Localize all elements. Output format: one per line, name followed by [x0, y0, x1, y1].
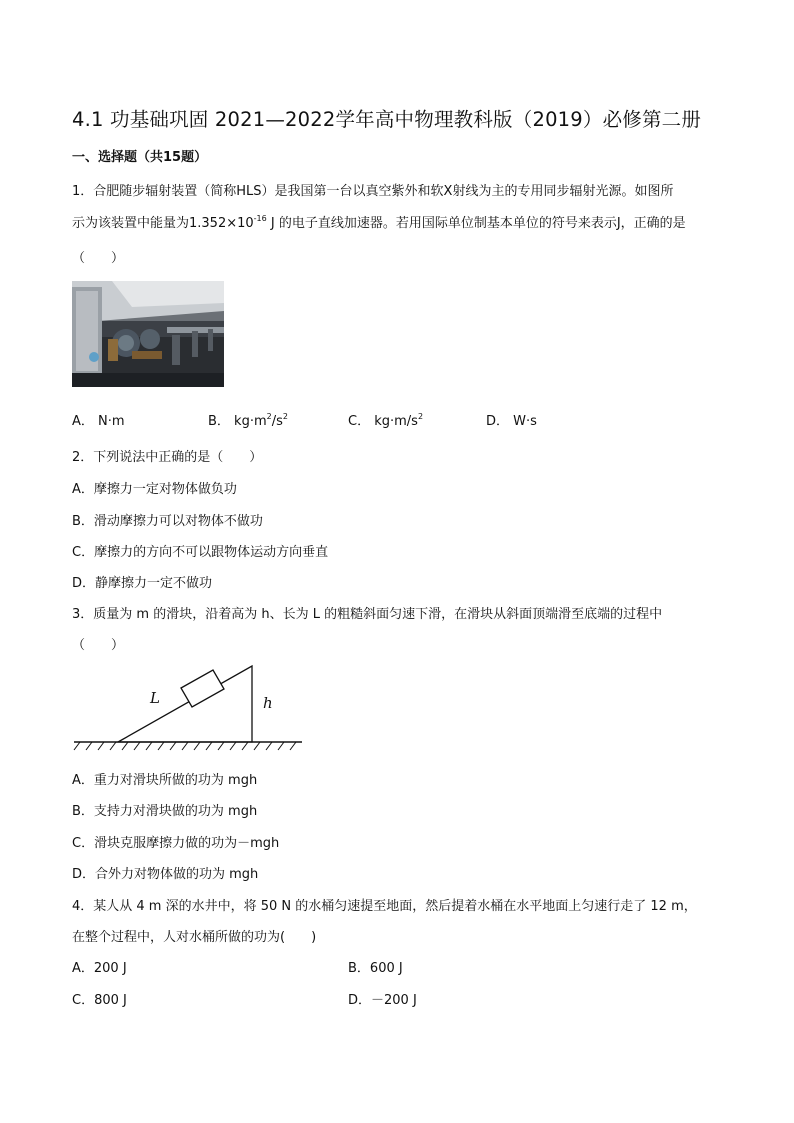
incline-diagram — [72, 658, 304, 756]
q1-stem-line1: 1．合肥随步辐射装置（简称HLS）是我国第一台以真空紫外和软X射线为主的专用同步辐射光源。如图所 — [72, 184, 674, 199]
slope-length-label: L — [150, 689, 160, 707]
section-heading: 一、选择题（共15题） — [72, 150, 208, 165]
q1-option-d: D． W·s — [486, 414, 537, 429]
q3-option-c: C．滑块克服摩擦力做的功为－mgh — [72, 836, 280, 851]
q3-option-b: B．支持力对滑块做的功为 mgh — [72, 804, 258, 819]
q3-option-a: A．重力对滑块所做的功为 mgh — [72, 773, 258, 788]
page-title: 4.1 功基础巩固 2021—2022学年高中物理教科版（2019）必修第二册 — [72, 108, 702, 131]
q2-stem: 2．下列说法中正确的是（ ） — [72, 450, 263, 465]
height-label: h — [263, 694, 273, 712]
q1-answer-bracket: （ ） — [72, 251, 125, 266]
q2-option-b: B．滑动摩擦力可以对物体不做功 — [72, 514, 263, 529]
q2-option-a: A．摩擦力一定对物体做负功 — [72, 482, 237, 497]
q1-option-b: B． $kg\cdot m^2/s^2$ — [208, 411, 288, 429]
q3-option-d: D．合外力对物体做的功为 mgh — [72, 867, 259, 882]
q2-option-d: D．静摩擦力一定不做功 — [72, 576, 213, 591]
q4-option-d: D．－200 J — [348, 993, 417, 1008]
q4-option-a: A．200 J — [72, 961, 127, 976]
linear-accelerator-photo — [72, 281, 224, 387]
q3-stem-line1: 3．质量为 m 的滑块，沿着高为 h、长为 L 的粗糙斜面匀速下滑，在滑块从斜面顶端滑至底端的过程中 — [72, 607, 663, 622]
q4-stem-line1: 4．某人从 4 m 深的水井中，将 50 N 的水桶匀速提至地面，然后提着水桶在水平地面上匀速行走了 12 m， — [72, 899, 697, 914]
q3-answer-bracket: （ ） — [72, 638, 125, 653]
q4-stem-line2: 在整个过程中，人对水桶所做的功为( ) — [72, 930, 317, 945]
q1-option-a: A． N·m — [72, 414, 125, 429]
q4-option-b: B．600 J — [348, 961, 403, 976]
q1-option-c: C． $kg\cdot m/s^2$ — [348, 411, 424, 429]
q1-stem-line2: 示为该装置中能量为$1.352\times 10^{-16}$ J 的电子直线加速器。若用国际单位制基本单位的符号来表示J，正确的是 — [72, 213, 686, 231]
q4-option-c: C．800 J — [72, 993, 127, 1008]
q2-option-c: C．摩擦力的方向不可以跟物体运动方向垂直 — [72, 545, 329, 560]
